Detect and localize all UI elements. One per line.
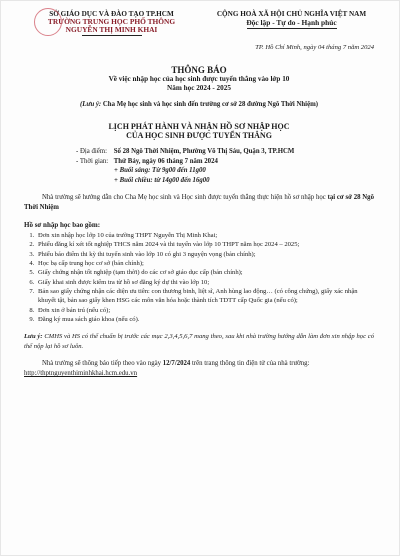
intro-text: Nhà trường sẽ hướng dẫn cho Cha Mẹ học sinh và Học sinh được tuyển thẳng thực hiện hồ sơ nhập học xyxy=(42,194,328,202)
note-paragraph xyxy=(24,332,374,351)
closing-paragraph xyxy=(24,359,374,379)
top-note-label: (Lưu ý: xyxy=(79,100,102,108)
red-seal-stamp xyxy=(34,8,62,36)
location-value: Số 28 Ngô Thời Nhiệm, Phường Võ Thị Sáu, Quận 3, TP.HCM xyxy=(113,147,295,155)
note-text: CMHS và HS có thể chuẩn bị trước các mục 2,3,4,5,6,7 mang theo, sau khi nhà trường hướng dẫn làm đơn xin nhập học có thể nộp lại hồ sơ luôn. xyxy=(24,333,374,350)
list-item: 2. Phiếu đăng kí xét tốt nghiệp THCS năm 2024 và thi tuyển vào lớp 10 THPT năm học 2024 – 2025; xyxy=(36,240,374,249)
list-item: 7. Bản sao giấy chứng nhận các diện ưu tiên: con thương binh, liệt sĩ, Anh hùng lao động… (có công chứng), giấy xác nhận khuyết tật, bản sao giấy khen HSG các môn văn hóa hoặc thành tích TDTT cấp Quốc gia (nếu có); xyxy=(36,287,374,306)
place-date: TP. Hồ Chí Minh, ngày 04 tháng 7 năm 2024 xyxy=(255,43,374,51)
nation-name: CỘNG HOÀ XÃ HỘI CHỦ NGHĨA VIỆT NAM xyxy=(216,10,367,18)
motto-underline xyxy=(247,28,337,29)
school-name-line1: TRƯỜNG TRUNG HỌC PHỔ THÔNG xyxy=(47,17,176,26)
closing-text-b: trên trang thông tin điện tử của nhà trường: xyxy=(190,360,310,368)
list-item: 6. Giấy khai sinh được kiểm tra từ hồ sơ đăng ký dự thi vào lớp 10; xyxy=(36,278,374,287)
department-name: SỞ GIÁO DỤC VÀ ĐÀO TẠO TP.HCM xyxy=(49,10,174,18)
time-value: Thứ Bảy, ngày 06 tháng 7 năm 2024 xyxy=(113,157,218,165)
time-row xyxy=(76,157,374,167)
time-label: - Thời gian: xyxy=(76,157,109,165)
issuer-underline xyxy=(82,35,142,36)
list-item: 4. Học bạ cấp trung học cơ sở (bản chính); xyxy=(36,259,374,268)
location-row xyxy=(76,147,374,157)
closing-text-a: Nhà trường sẽ thông báo tiếp theo vào ngày xyxy=(42,360,163,368)
morning-session: + Buổi sáng: Từ 9g00 đến 11g00 xyxy=(114,167,206,175)
note-label: Lưu ý: xyxy=(24,333,43,341)
intro-paragraph xyxy=(24,193,374,213)
school-year: Năm học 2024 - 2025 xyxy=(167,83,231,92)
schedule-title-line2: CỦA HỌC SINH ĐƯỢC TUYỂN THẲNG xyxy=(126,131,272,141)
school-website-link[interactable]: http://thptnguyenthiminhkhai.hcm.edu.vn xyxy=(24,370,138,378)
list-item: 1. Đơn xin nhập học lớp 10 của trường THPT Nguyễn Thị Minh Khai; xyxy=(36,231,374,240)
top-note-text: Cha Mẹ học sinh và học sinh đến trường cơ sở 28 đường Ngô Thời Nhiệm) xyxy=(101,100,319,108)
documents-list xyxy=(24,231,374,325)
intro-location: tại cơ sở 28 Ngô Thời Nhiệm xyxy=(24,194,374,211)
closing-date: 12/7/2024 xyxy=(162,360,191,368)
list-item: 9. Đăng ký mua sách giáo khoa (nếu có). xyxy=(36,315,374,324)
document-header xyxy=(24,10,374,36)
national-heading xyxy=(209,10,374,36)
list-item: 8. Đơn xin ở bán trú (nếu có); xyxy=(36,306,374,315)
documents-heading: Hồ sơ nhập học bao gồm: xyxy=(24,220,101,229)
afternoon-session: + Buổi chiều: từ 14g00 đến 16g00 xyxy=(114,177,210,185)
document-title: THÔNG BÁO xyxy=(171,64,227,75)
schedule-info xyxy=(24,147,374,186)
document-subtitle: Về việc nhập học của học sinh được tuyển thẳng vào lớp 10 xyxy=(108,74,290,83)
national-motto: Độc lập - Tự do - Hạnh phúc xyxy=(246,18,337,27)
issuer-block xyxy=(24,10,199,36)
location-label: - Địa điểm: xyxy=(76,147,107,155)
school-name-line2: NGUYỄN THỊ MINH KHAI xyxy=(65,24,158,34)
schedule-title-line1: LỊCH PHÁT HÀNH VÀ NHẬN HỒ SƠ NHẬP HỌC xyxy=(108,121,290,131)
schedule-title xyxy=(24,122,374,141)
list-item: 5. Giấy chứng nhận tốt nghiệp (tạm thời) do các cơ sở giáo dục cấp (bản chính); xyxy=(36,268,374,277)
top-note xyxy=(24,101,374,108)
list-item: 3. Phiếu báo điểm thi kỳ thi tuyển sinh vào lớp 10 có ghi 3 nguyện vọng (bản chính); xyxy=(36,250,374,259)
